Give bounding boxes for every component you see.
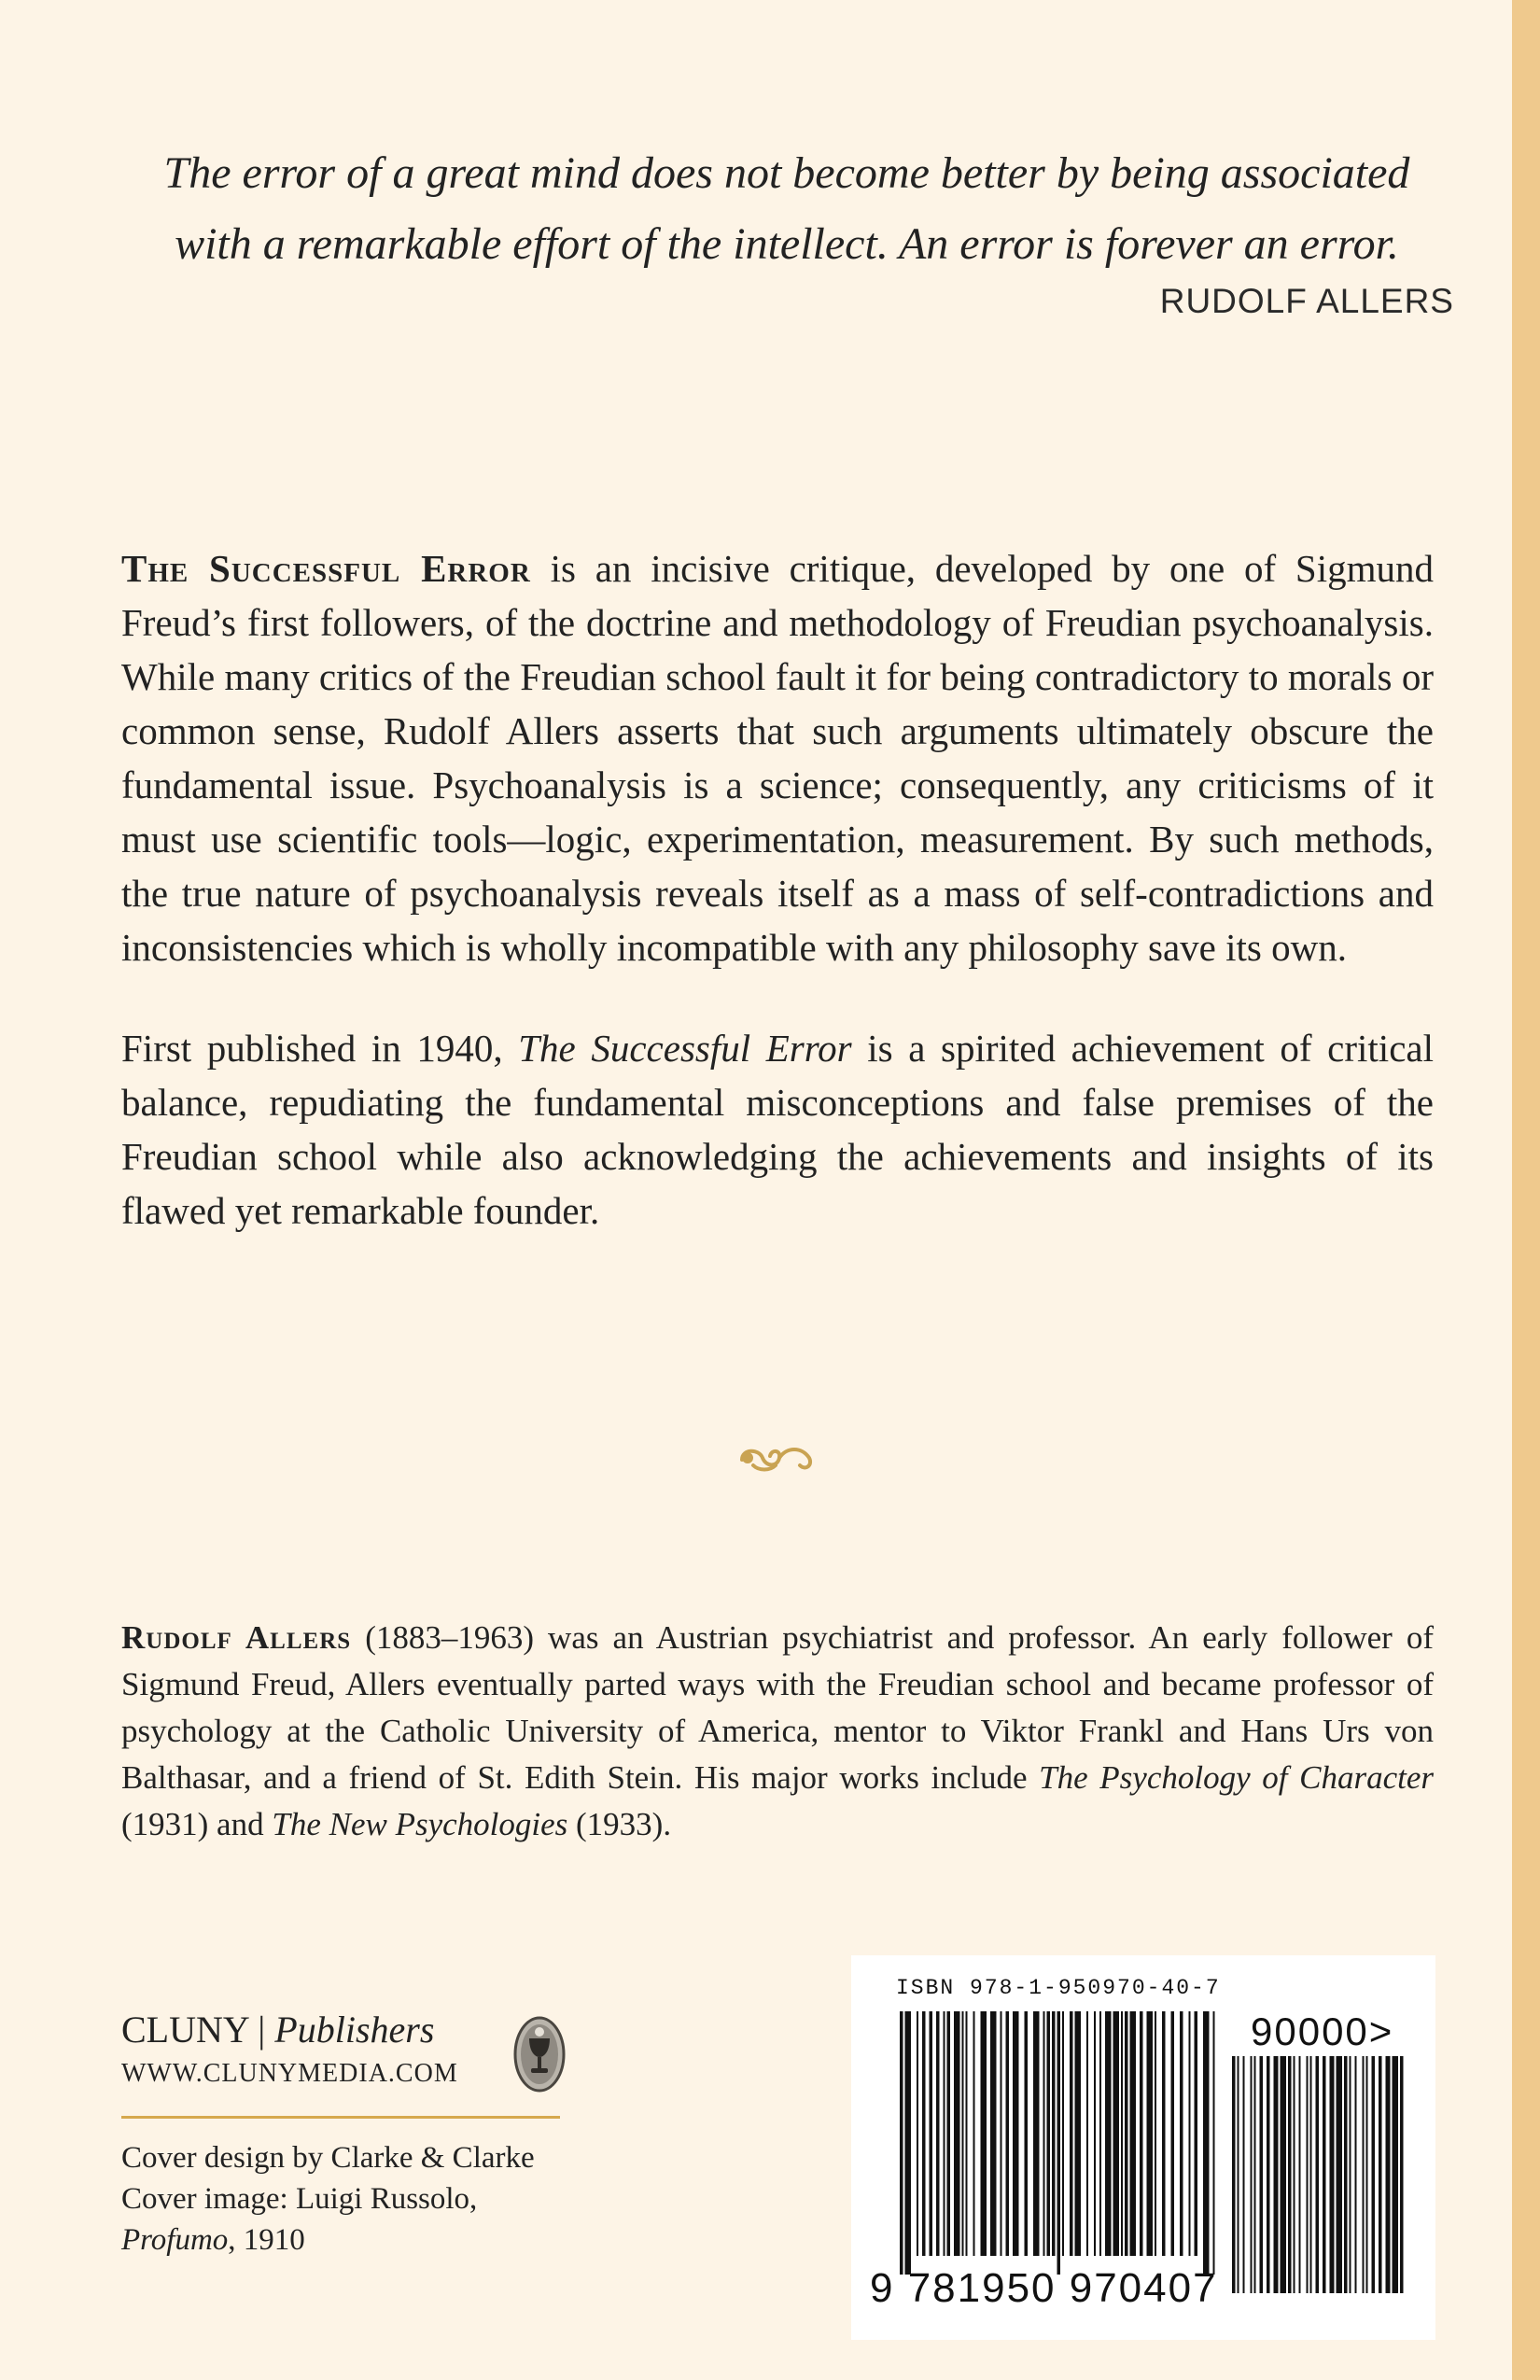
barcode-bar <box>1195 2011 1198 2256</box>
barcode-bar <box>1099 2011 1101 2256</box>
barcode-bar <box>905 2011 912 2275</box>
barcode-bar <box>1274 2056 1279 2293</box>
barcode-bar <box>1013 2011 1019 2256</box>
barcode-bar <box>1047 2011 1051 2256</box>
cover-credits <box>121 2137 644 2261</box>
barcode-bar <box>1121 2011 1123 2256</box>
barcode-bar <box>1363 2056 1365 2293</box>
barcode-bar <box>1130 2011 1137 2256</box>
barcode-bar <box>1162 2011 1166 2256</box>
barcode-bar <box>922 2011 926 2256</box>
book-title-italic: The Successful Error <box>518 1027 852 1070</box>
author-name-smallcaps: Rudolf Allers <box>121 1619 352 1656</box>
epigraph-line-2: with a remarkable effort of the intellect. An error is forever an error. <box>175 219 1399 269</box>
barcode-bar <box>1086 2011 1088 2256</box>
epigraph-line-1: The error of a great mind does not become better by being associated <box>163 148 1410 198</box>
barcode-bar <box>1232 2056 1236 2293</box>
barcode-bar <box>1025 2011 1029 2256</box>
book-title-smallcaps: The Successful Error <box>121 547 531 590</box>
isbn-label: ISBN 978-1-950970-40-7 <box>896 1976 1221 2000</box>
barcode-bar <box>1366 2056 1368 2293</box>
work-title-2: The New Psychologies <box>272 1806 568 1842</box>
barcode-bar <box>1337 2056 1343 2293</box>
epigraph-author: RUDOLF ALLERS <box>1159 282 1454 320</box>
barcode-bar <box>990 2011 997 2256</box>
barcode-bar <box>1355 2056 1357 2293</box>
publisher-website: WWW.CLUNYMEDIA.COM <box>121 2059 458 2088</box>
barcode-bar <box>1001 2011 1002 2256</box>
barcode-bar <box>1043 2011 1045 2256</box>
barcode-bar <box>981 2011 987 2256</box>
barcode-bar <box>1155 2011 1156 2256</box>
description-text-1: is an incisive critique, developed by one of Sigmund Freud’s first followers, of the doctrine and methodology of Freudian psychoanalysis. While many critics of the Freudian school fault it for being contradictory to morals or common sense, Rudolf Allers asserts that such arguments ultimately obscure the fundamental issue. Psychoanalysis is a science; consequently, any criticisms of it must use scientific tools—logic, experimentation, measurement. By such methods, the true nature of psychoanalysis reveals itself as a mass of self-contradictions and inconsistencies which is wholly incompatible with any philosophy save its own. <box>121 547 1434 969</box>
bio-text-3: (1933). <box>567 1806 672 1842</box>
barcode-bar <box>1254 2056 1256 2293</box>
barcode-bar <box>1171 2011 1175 2256</box>
barcode-bar <box>900 2011 903 2275</box>
barcode-bar <box>1062 2011 1064 2256</box>
barcode-bar <box>1386 2056 1391 2293</box>
barcode-bar <box>1393 2056 1399 2293</box>
barcode-bar <box>1189 2011 1191 2256</box>
publisher-name-roman: CLUNY | <box>121 2009 275 2051</box>
barcode-bar <box>1251 2056 1253 2293</box>
spine-stripe <box>1512 0 1540 2380</box>
barcode-digits: 9 781950 970407 <box>870 2265 1218 2311</box>
barcode-bar <box>1281 2056 1287 2293</box>
addon-bars <box>1232 2056 1409 2293</box>
barcode-bar <box>1344 2056 1348 2293</box>
barcode-bar <box>1372 2056 1376 2293</box>
fleuron-ornament-icon <box>735 1437 819 1482</box>
price-addon-label: 90000> <box>1251 2009 1394 2053</box>
description-text-2: is a spirited achievement of critical balance, repudiating the fundamental misconceptions and false premises of the Freudian school while also acknowledging the achievements and insights of its flawed yet remarkable founder. <box>121 1027 1434 1232</box>
barcode-bar <box>966 2011 968 2256</box>
bio-text-1: (1883–1963) was an Austrian psychiatrist and professor. An early follower of Sigmund Freud, Allers eventually parted ways with the Freudian school and became professor of psychology at the Catholic University of America, mentor to Viktor Frankl and Hans Urs von Balthasar, and a friend of St. Edith Stein. His major works include <box>121 1619 1434 1796</box>
description-paragraph-1 <box>121 541 1434 974</box>
cover-image-title: Profumo <box>121 2223 229 2257</box>
barcode-bar <box>1213 2011 1215 2275</box>
publisher-name-italic: Publishers <box>274 2009 435 2051</box>
barcode-bar <box>1260 2056 1264 2293</box>
barcode-bar <box>1310 2056 1312 2293</box>
bio-text-2: (1931) and <box>121 1806 273 1842</box>
epigraph-quote <box>119 138 1454 280</box>
publisher-divider <box>121 2116 560 2119</box>
author-biography <box>121 1615 1434 1848</box>
barcode-bar <box>917 2011 918 2256</box>
barcode-bar <box>1330 2056 1335 2293</box>
book-description <box>121 541 1434 1284</box>
barcode-bar <box>1075 2011 1082 2256</box>
barcode-bar <box>1243 2056 1245 2293</box>
barcode-bar <box>936 2011 940 2256</box>
barcode-bar <box>1070 2011 1073 2256</box>
barcode-bar <box>1094 2011 1096 2256</box>
barcode-bar <box>1052 2011 1056 2256</box>
barcode-bar <box>1294 2056 1295 2293</box>
barcode-bar <box>1203 2011 1210 2275</box>
publisher-block <box>121 2007 560 2089</box>
publisher-name <box>121 2007 560 2053</box>
barcode-bar <box>1299 2056 1301 2293</box>
barcode-bar <box>930 2011 933 2256</box>
barcode-bar <box>1379 2056 1382 2293</box>
description-paragraph-2 <box>121 1021 1434 1238</box>
barcode-bar <box>944 2011 945 2256</box>
barcode-bar <box>973 2011 975 2256</box>
barcode-bar <box>1323 2056 1326 2293</box>
barcode-bar <box>1125 2011 1128 2256</box>
barcode-bar <box>1350 2056 1351 2293</box>
barcode-bar <box>962 2011 964 2256</box>
ean13-bars <box>900 2011 1221 2275</box>
barcode-bar <box>1316 2056 1320 2293</box>
barcode-bar <box>1267 2056 1270 2293</box>
barcode-bar <box>1238 2056 1239 2293</box>
barcode-bar <box>1006 2011 1010 2256</box>
barcode-bar <box>1288 2056 1292 2293</box>
barcode-bar <box>1147 2011 1154 2256</box>
chalice-medallion-icon <box>513 2016 566 2093</box>
barcode-bar <box>1307 2056 1309 2293</box>
barcode-bar <box>1180 2011 1183 2256</box>
barcode-bar <box>1105 2011 1112 2256</box>
barcode-bar <box>1033 2011 1040 2256</box>
barcode-bar <box>954 2011 960 2256</box>
barcode-bar <box>947 2011 951 2256</box>
barcode-bar <box>1400 2056 1404 2293</box>
cover-image-year: , 1910 <box>228 2223 305 2257</box>
barcode-bar <box>1057 2011 1061 2275</box>
work-title-1: The Psychology of Character <box>1039 1759 1434 1796</box>
isbn-barcode <box>851 1955 1435 2340</box>
cover-design-credit: Cover design by Clarke & Clarke <box>121 2141 535 2175</box>
cover-image-work <box>121 2219 644 2261</box>
description-text-2-pre: First published in 1940, <box>121 1027 519 1070</box>
barcode-bar <box>1140 2011 1143 2256</box>
cover-image-credit: Cover image: Luigi Russolo, <box>121 2182 478 2216</box>
barcode-bar <box>1113 2011 1120 2256</box>
